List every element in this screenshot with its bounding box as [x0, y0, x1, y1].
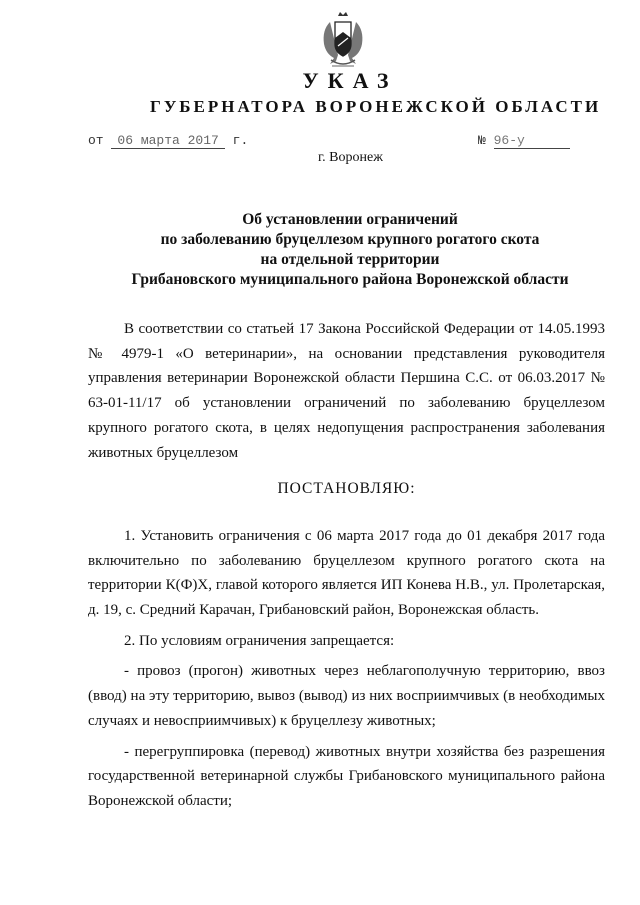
document-number	[478, 133, 570, 149]
document-type-title: УКАЗ	[302, 68, 398, 93]
number-prefix: №	[478, 133, 486, 148]
preamble-paragraph: В соответствии со статьей 17 Закона Российской Федерации от 14.05.1993 № 4979-1 «О ветеринарии», на основании представления руководителя управления ветеринарии Воронежской области Першина С.С. от 06.03.2017 № 63-01-11/17 об установлении ограничений по заболеванию бруцеллезом крупного рогатого скота, в целях недопущения распространения заболевания животных бруцеллезом	[88, 321, 605, 461]
coat-of-arms-icon	[318, 10, 368, 70]
heading-line: на отдельной территории	[260, 251, 440, 268]
heading-line: по заболеванию бруцеллезом крупного рогатого скота	[160, 231, 540, 248]
date-suffix: г.	[232, 133, 249, 148]
city-of-issue: г. Воронеж	[318, 150, 383, 165]
heading-line: Грибановского муниципального района Воронежской области	[131, 271, 569, 288]
heading-line: Об установлении ограничений	[242, 211, 458, 228]
document-heading	[90, 210, 610, 290]
clause-paragraph: 1. Установить ограничения с 06 марта 2017 года до 01 декабря 2017 года включительно по заболеванию бруцеллезом крупного рогатого скота на территории К(Ф)Х, главой которого является ИП Конева Н.В., ул. Пролетарская, д. 19, с. Средний Карачан, Грибановский район, Воронежская область.	[88, 527, 605, 619]
number-value: 96-у	[494, 133, 570, 149]
clause-paragraph: - перегруппировка (перевод) животных внутри хозяйства без разрешения государственной ветеринарной службы Грибановского муниципального района Воронежской области;	[88, 743, 605, 809]
issue-date	[88, 133, 248, 148]
date-value: 06 марта 2017	[111, 133, 224, 149]
date-prefix: от	[88, 133, 104, 148]
clause-paragraph: 2. По условиям ограничения запрещается:	[124, 632, 395, 649]
issuer-subtitle: ГУБЕРНАТОРА ВОРОНЕЖСКОЙ ОБЛАСТИ	[150, 97, 602, 116]
clause-paragraph: - провоз (прогон) животных через неблагополучную территорию, ввоз (ввод) на эту территорию, вывоз (вывод) из них восприимчивых (в необходимых случаях и невосприимчивых) к бруцеллезу животных;	[88, 663, 605, 729]
decree-word: ПОСТАНОВЛЯЮ:	[277, 480, 416, 498]
document-body	[88, 317, 605, 814]
